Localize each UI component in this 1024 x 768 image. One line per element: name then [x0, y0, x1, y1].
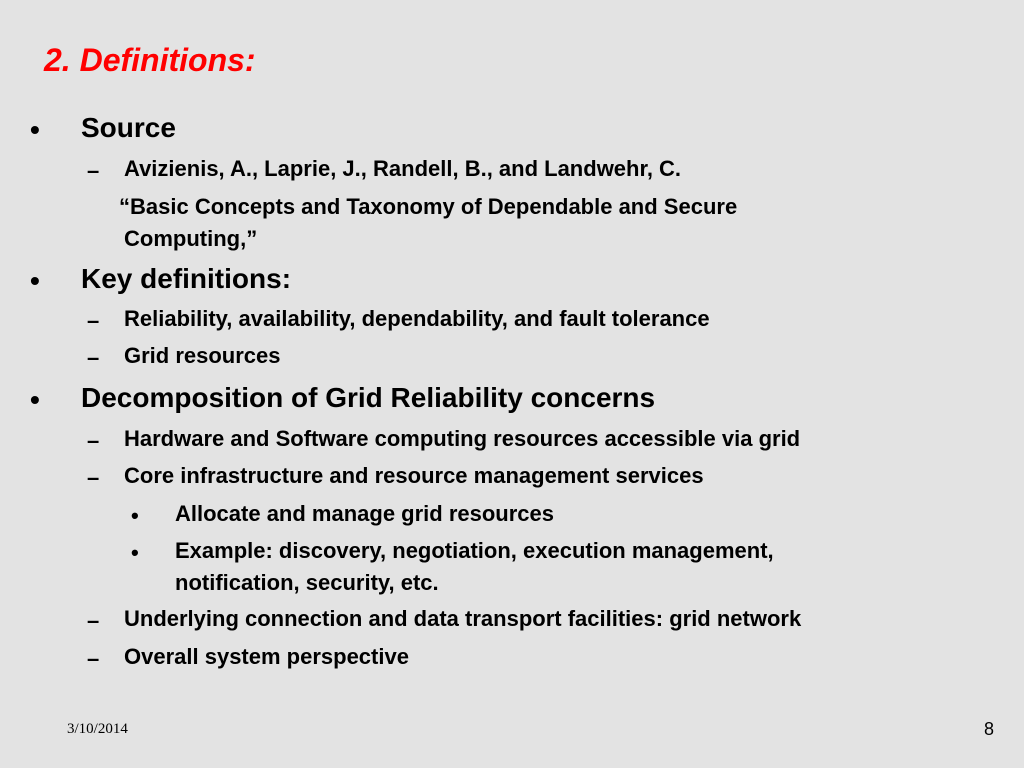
sub-bullet-hardware-software: Hardware and Software computing resources accessible via grid: [124, 426, 801, 451]
sub-bullet-core-infrastructure: Core infrastructure and resource management services: [124, 463, 704, 488]
sub-bullet-overall-perspective: Overall system perspective: [124, 644, 409, 669]
dash-marker: –: [87, 345, 100, 370]
dash-marker: –: [87, 428, 100, 453]
footer-date: 3/10/2014: [67, 721, 128, 737]
page-number: 8: [984, 719, 995, 739]
dash-marker: –: [87, 646, 100, 671]
bullet-marker: •: [30, 114, 40, 145]
dash-marker: –: [87, 308, 100, 333]
dash-marker: –: [87, 158, 100, 183]
small-bullet-marker: •: [131, 503, 139, 528]
bullet-marker: •: [30, 265, 40, 296]
dash-marker: –: [87, 608, 100, 633]
bullet-text-key-definitions: Key definitions:: [81, 263, 292, 294]
small-bullet-marker: •: [131, 540, 139, 565]
sub-bullet-authors: Avizienis, A., Laprie, J., Randell, B., and Landwehr, C.: [124, 156, 682, 181]
sub-sub-bullet-allocate: Allocate and manage grid resources: [175, 501, 555, 526]
sub-bullet-grid-resources: Grid resources: [124, 343, 281, 368]
slide-title: 2. Definitions:: [44, 42, 256, 78]
bullet-text-source: Source: [81, 112, 176, 143]
sub-bullet-paper-title-continuation: Computing,”: [124, 226, 258, 251]
sub-bullet-paper-title: “Basic Concepts and Taxonomy of Dependable and Secure: [119, 194, 738, 219]
dash-marker: –: [87, 465, 100, 490]
bullet-text-decomposition: Decomposition of Grid Reliability concerns: [81, 382, 656, 413]
sub-sub-bullet-example: Example: discovery, negotiation, execution management,: [175, 538, 774, 563]
sub-bullet-underlying-connection: Underlying connection and data transport facilities: grid network: [124, 606, 802, 631]
sub-bullet-reliability: Reliability, availability, dependability, and fault tolerance: [124, 306, 710, 331]
bullet-marker: •: [30, 384, 40, 415]
sub-sub-bullet-example-continuation: notification, security, etc.: [175, 570, 439, 595]
